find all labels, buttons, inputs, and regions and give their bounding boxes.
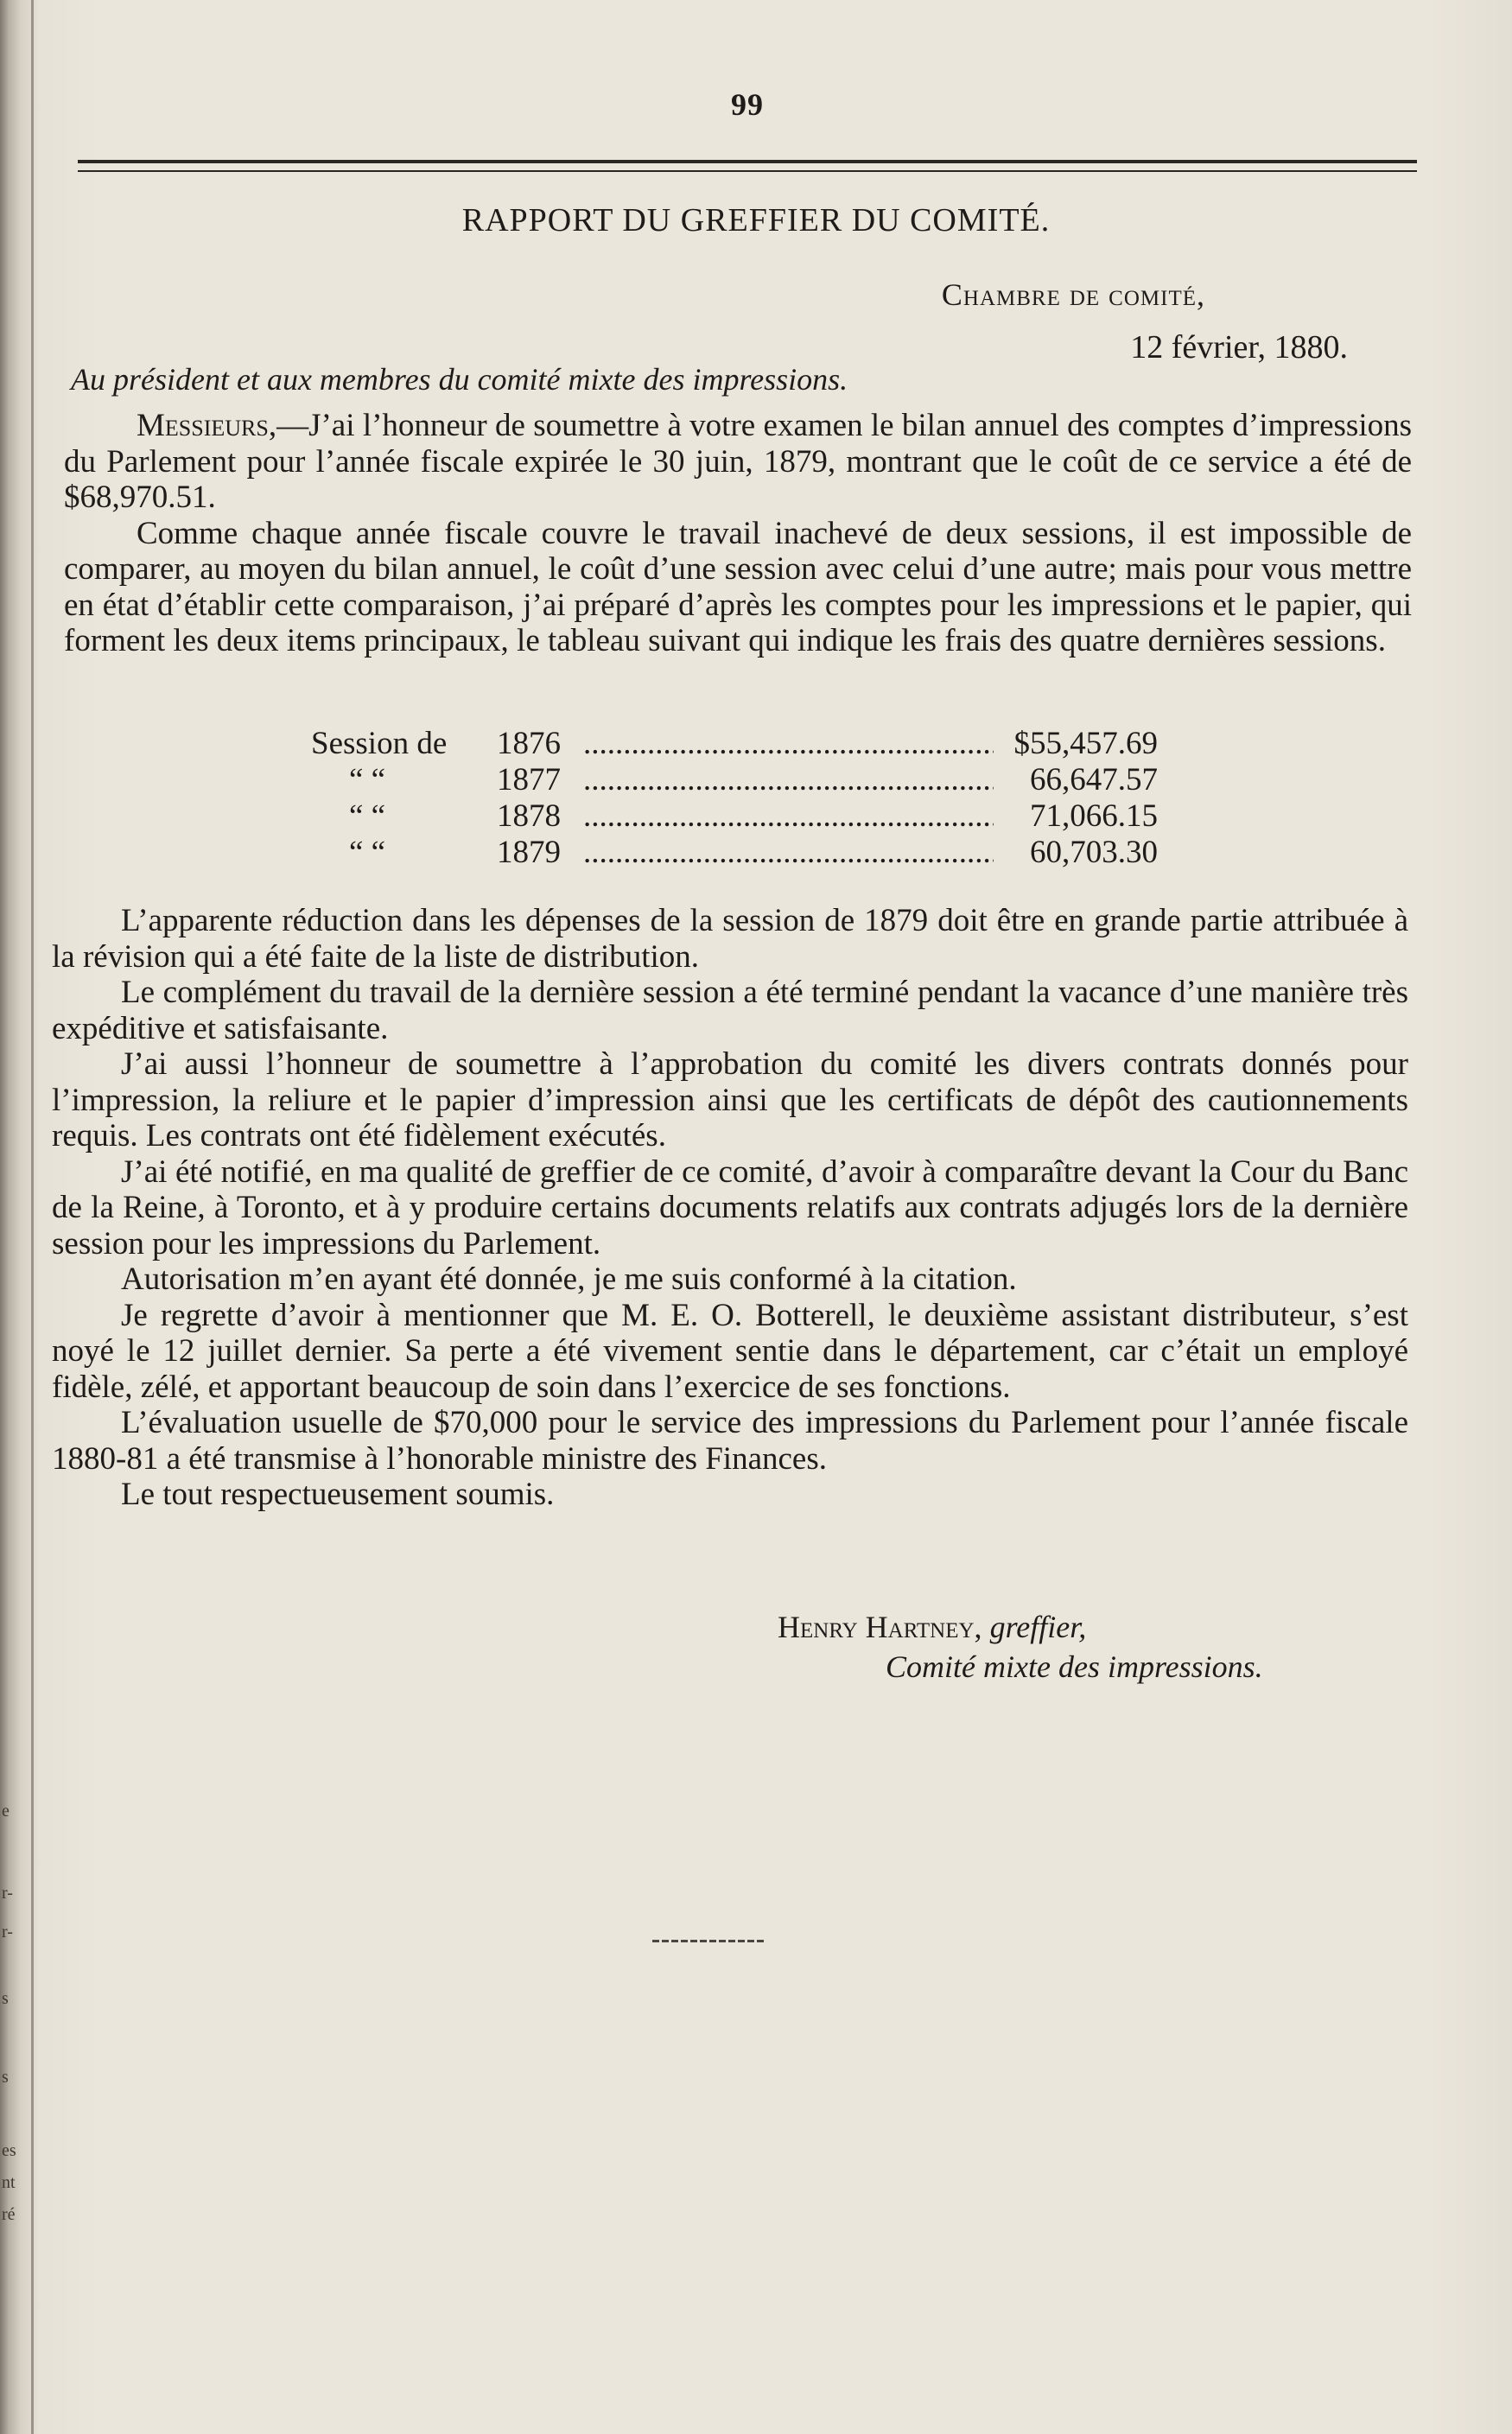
binding-line [31, 0, 34, 2434]
table-row [311, 762, 1158, 798]
margin-fragment: es [2, 2141, 16, 2160]
paragraph: L’apparente réduction dans les dépenses de la session de 1879 doit être en grande partie attribuée à la révision qui a été faite de la liste de distribution. [52, 903, 1408, 975]
signer-organization: Comité mixte des impressions. [886, 1649, 1263, 1684]
ditto-mark: “ “ [349, 762, 386, 798]
session-amount: 71,066.15 [1030, 798, 1158, 834]
session-year: 1877 [497, 762, 561, 798]
signer-role: greffier, [989, 1610, 1087, 1644]
table-row [311, 798, 1158, 835]
session-amount: 66,647.57 [1030, 762, 1158, 798]
margin-fragment: e [2, 1802, 10, 1821]
margin-fragment: r- [2, 1922, 13, 1941]
session-year: 1876 [497, 726, 561, 761]
margin-fragment: ré [2, 2205, 16, 2224]
session-label: Session de [311, 726, 448, 761]
ditto-mark: “ “ [349, 835, 386, 870]
paragraph: J’ai aussi l’honneur de soumettre à l’approbation du comité les divers contrats donnés pour l’impression, la reliure et le papier d’impression ainsi que les certificats de dépôt des cautionnements requis. Les contrats ont été fidèlement exécutés. [52, 1046, 1408, 1153]
salutation: Messieurs, [137, 408, 277, 443]
table-row [311, 835, 1158, 871]
margin-fragment: s [2, 2068, 9, 2087]
paragraph: Le tout respectueusement soumis. [121, 1477, 555, 1512]
table-row [311, 726, 1158, 762]
paragraph-text: Comme chaque année fiscale couvre le travail inachevé de deux sessions, il est impossible de comparer, au moyen du bilan annuel, le coût d’une session avec celui d’une autre; mais pour vous mettre en état d’établir cette comparaison, j’ai préparé d’après les comptes pour les impressions et le papier, qui forment les deux items principaux, le tableau suivant qui indique les frais des quatre dernières sessions. [64, 515, 1412, 658]
date-line: 12 février, 1880. [1130, 329, 1348, 365]
place-line: Chambre de comité, [941, 277, 1205, 312]
paragraph: J’ai été notifié, en ma qualité de greffier de ce comité, d’avoir à comparaître devant la Cour du Banc de la Reine, à Toronto, et à y produire certains documents relatifs aux contrats adjugés lors de la dernière session pour les impressions du Parlement. [52, 1153, 1408, 1261]
margin-fragment: nt [2, 2173, 16, 2192]
header-rule [78, 160, 1417, 163]
session-year: 1878 [497, 798, 561, 834]
margin-fragment: r- [2, 1884, 13, 1903]
session-amount: $55,457.69 [1013, 726, 1158, 761]
addressee: Au président et aux membres du comité mixte des impressions. [71, 362, 848, 397]
report-body-part-2 [52, 903, 1408, 1513]
header-rule-thin [78, 170, 1417, 172]
paragraph: Je regrette d’avoir à mentionner que M. E. O. Botterell, le deuxième assistant distributeur, s’est noyé le 12 juillet dernier. Sa perte a été vivement sentie dans le département, car c’était un employé fidèle, zélé, et apportant beaucoup de soin dans l’exercice de ses fonctions. [52, 1297, 1408, 1405]
leader-dots [583, 798, 994, 835]
leader-dots [583, 762, 994, 798]
signature-block [778, 1609, 1263, 1685]
paragraph: Le complément du travail de la dernière session a été terminé pendant la vacance d’une manière très expéditive et satisfaisante. [52, 975, 1408, 1046]
paragraph [64, 408, 1412, 516]
leader-dots [583, 726, 994, 762]
document-title: RAPPORT DU GREFFIER DU COMITÉ. [461, 202, 1051, 238]
session-amount: 60,703.30 [1030, 835, 1158, 870]
ditto-mark: “ “ [349, 798, 386, 834]
paragraph: Autorisation m’en ayant été donnée, je me suis conformé à la citation. [121, 1261, 1017, 1297]
sessions-table [311, 726, 1158, 871]
end-ornament [652, 1940, 765, 1942]
session-year: 1879 [497, 835, 561, 870]
report-body-part-1 [64, 408, 1412, 659]
leader-dots [583, 835, 994, 871]
paragraph: L’évaluation usuelle de $70,000 pour le service des impressions du Parlement pour l’année fiscale 1880-81 a été transmise à l’honorable ministre des Finances. [52, 1405, 1408, 1477]
signer-name: Henry Hartney, [778, 1610, 982, 1644]
paragraph-text: —J’ai l’honneur de soumettre à votre examen le bilan annuel des comptes d’impressions du Parlement pour l’année fiscale expirée le 30 juin, 1879, montrant que le coût de ce service a été de $68,970.51. [64, 408, 1412, 515]
paragraph [64, 516, 1412, 659]
margin-fragment: s [2, 1989, 9, 2008]
page-number: 99 [731, 87, 764, 122]
